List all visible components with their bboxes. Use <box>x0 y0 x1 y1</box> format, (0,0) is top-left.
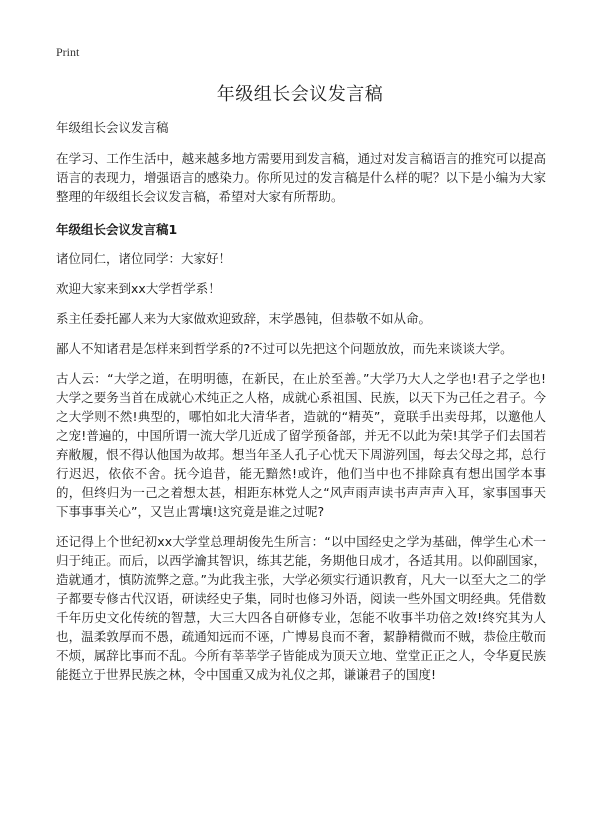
body-paragraph: 还记得上个世纪初xx大学堂总理胡俊先生所言：“以中国经史之学为基础，俾学生心术一归于纯正。而后，以西学瀹其智识，练其艺能，务期他日成才，各适其用。以仰副国家，造就通才，慎防流弊之意。”为此我主张，大学必须实行通识教育，凡大一以至大之二的学子都要专修古代汉语，研读经史子集，同时也修习外语，阅读一些外国文明经典。凭借数千年历史文化传统的智慧，大三大四各自研修专业，怎能不收事半功倍之效!终究其为人也，温柔敦厚而不愚，疏通知远而不诬，广博易良而不奢，絜静精微而不贼，恭俭庄敬而不烦，属辞比事而不乱。今所有莘莘学子皆能成为顶天立地、堂堂正正之人，令华夏民族能挺立于世界民族之林，令中国重又成为礼仪之邦，谦谦君子的国度! <box>56 534 546 682</box>
intro-paragraph: 在学习、工作生活中，越来越多地方需要用到发言稿，通过对发言稿语言的推究可以提高语言的表现力，增强语言的感染力。你所见过的发言稿是什么样的呢？以下是小编为大家整理的年级组长会议发言稿，希望对大家有所帮助。 <box>56 151 546 204</box>
body-paragraph: 古人云：“大学之道，在明明德，在新民，在止於至善。”大学乃大人之学也!君子之学也!大学之要务当首在成就心术纯正之人格，成就心系祖国、民族，以天下为己任之君子。今之大学则不然!典型的，哪怕如北大清华者，造就的“精英”，竟联手出卖母邦，以邀他人之宠!普遍的，中国所谓一流大学几近成了留学预备部，并无不以此为荣!其学子们去国若弃敝履，恨不得认他国为故邦。想当年圣人孔子心忧天下周游列国，每去父母之邦，总行行迟迟，依依不舍。抚今追昔，能无黯然!或许，他们当中也不排除真有想出国学本事的，但终归为一己之着想太甚，相距东林党人之“风声雨声读书声声声入耳，家事国事天下事事事关心”，又岂止霄壤!这究竟是谁之过呢? <box>56 371 546 519</box>
body-paragraph: 欢迎大家来到xx大学哲学系！ <box>56 281 221 296</box>
print-link[interactable]: Print <box>56 45 80 59</box>
document-title: 年级组长会议发言稿 <box>216 84 384 105</box>
document-body <box>56 118 546 695</box>
document-subtitle: 年级组长会议发言稿 <box>56 120 169 135</box>
section-heading: 年级组长会议发言稿1 <box>56 222 178 237</box>
body-paragraph: 鄙人不知诸君是怎样来到哲学系的?不过可以先把这个问题放放，而先来谈谈大学。 <box>56 341 513 356</box>
body-paragraph: 系主任委托鄙人来为大家做欢迎致辞，末学愚钝，但恭敬不如从命。 <box>56 311 432 326</box>
body-paragraph: 诸位同仁，诸位同学：大家好！ <box>56 251 232 266</box>
